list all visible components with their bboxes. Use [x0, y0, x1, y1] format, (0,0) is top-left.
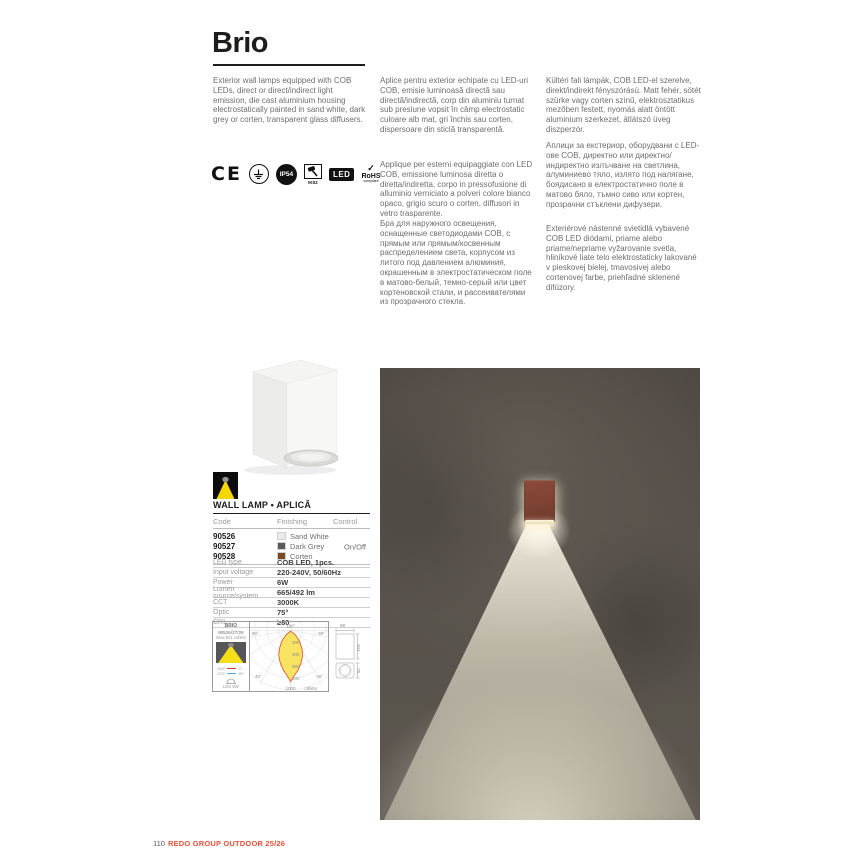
description-sk: Exteriérové nástenné svietidlá vybavené COB LED diódami, priame alebo priame/nepriame vyžarovanie svetla, hliníkové liate telo elektrostaticky lakované v pieskovej bielej, tmavosivej alebo cortenovej farbe, priehľadné sklenené difúzory.: [546, 224, 697, 292]
spec-row: [213, 598, 370, 608]
legend-line-c90: [227, 673, 236, 674]
ce-mark-icon: CE: [211, 163, 242, 185]
spec-row: [213, 585, 370, 600]
photometry-legend: [217, 666, 244, 676]
svg-text:78: 78: [356, 668, 361, 674]
spec-value: 6W: [277, 578, 289, 587]
footer-brand: REDO GROUP OUTDOOR 25/26: [167, 839, 286, 848]
svg-text:400: 400: [291, 652, 300, 658]
description-hu: Kültéri fali lámpák, COB LED-el szerelve, direkt/indirekt fényszórású. Matt fehér, sötét szürke vagy corten színű, elektrosztatikus mezőben festett, nyomás alatt öntött aluminium szerkezet, átlátszó üveg diszperzór.: [546, 76, 701, 134]
product-code: 90528: [213, 551, 236, 561]
svg-text:69: 69: [340, 623, 346, 628]
photometry-codes: 90526/27/28: [218, 629, 244, 635]
page-title: Brio: [212, 27, 268, 59]
page-number: 110: [153, 839, 165, 848]
legend-row: 180° 0°: [217, 666, 243, 671]
spec-value: ≥80: [277, 618, 290, 627]
photometry-imax: Imax 821 cd/klm: [215, 635, 247, 640]
svg-text:1000: 1000: [285, 686, 296, 692]
photometric-diagram: [212, 621, 329, 692]
description-ro: Aplice pentru exterior echipate cu LED-uri COB, emisie luminoasă directă sau directă/indirectă, corp din aluminiu turnat sub presiune vopsit în câmp electrostatic culoare alb mat, gri închis sau corten, dispersoare din sticlă transparentă.: [380, 76, 529, 134]
photometry-model: BRIO: [224, 623, 238, 629]
svg-text:600: 600: [291, 663, 300, 669]
spec-label: Optic: [213, 609, 230, 616]
legend-line-c0: [227, 668, 236, 669]
spec-value: COB LED, 1pcs.: [277, 558, 335, 567]
spec-label: Power: [213, 579, 233, 586]
svg-text:90°: 90°: [251, 631, 259, 637]
ip54-icon: IP54: [276, 164, 297, 185]
svg-text:200: 200: [291, 640, 300, 646]
spec-value: 665/492 lm: [277, 588, 315, 597]
photometry-info-panel: [213, 622, 250, 691]
ambience-photo-corten-lamp: [380, 368, 700, 820]
white-lamp-drawing: [205, 346, 373, 478]
title-underline: [213, 64, 365, 66]
description-it: Applique per esterni equipaggiate con LED COB, emissione luminosa diretta o diretta/indiretta, corpo in pressofusione di alluminio verniciato a polveri colore bianco opaco, grigio scuro o corten, diffusori in vetro trasparente.: [380, 160, 533, 218]
table-header-row: [213, 514, 370, 529]
svg-text:800: 800: [291, 675, 300, 681]
class1-earth-icon: [249, 164, 269, 184]
rohs-icon: ✓ RoHS compliant: [361, 163, 381, 184]
svg-text:45°: 45°: [254, 673, 262, 679]
control-value: On/Off: [344, 542, 366, 551]
description-ru: Бра для наружного освещения, оснащенные светодиодами COB, с прямым или прямым/косвенным распределением света, корпусом из литого под давлением алюминия, окрашенным в электростатическом поле в матово-белый, темно-серый или цвет кортеновской стали, и рассеивателями из прозрачного стекла.: [380, 219, 532, 307]
product-heading: WALL LAMP • APLICĂ: [213, 500, 370, 514]
product-photo-white-lamp: [205, 346, 373, 478]
finishing-name: Dark Grey: [290, 541, 325, 551]
column-finishing: Finishing: [277, 516, 308, 526]
lamp-type: LED 6W: [223, 678, 239, 689]
product-table: [213, 500, 370, 565]
spec-label: CRI: [213, 619, 226, 626]
corten-wall-lamp: [524, 480, 555, 522]
spec-value: 220-240V, 50/60Hz: [277, 568, 341, 577]
spec-value: 75°: [277, 608, 289, 617]
polar-curve-chart: [250, 622, 328, 692]
spec-label: CCT: [213, 599, 228, 606]
svg-text:cd/klm: cd/klm: [304, 686, 317, 692]
page-footer: [153, 839, 285, 848]
legend-row: 270° 90°: [217, 671, 245, 676]
swatch-dark-grey: [277, 542, 286, 550]
spec-label: Input voltage: [213, 569, 254, 576]
svg-text:90°: 90°: [318, 631, 325, 637]
spec-label: Lumen source/system: [213, 585, 259, 600]
table-row: [213, 531, 370, 541]
spec-label: LED type: [213, 559, 242, 566]
description-bg: Аплици за екстериор, оборудвани с LED-ове COB, директно или директно/индиректно излъчване на светлина, алуминиево тяло, излято под налягане, боядисано в електростатично поле в матово бяло, тъмно сиво или кортен, прозрачни стъклени дифузери.: [546, 141, 700, 209]
svg-text:45°: 45°: [316, 673, 323, 679]
spec-row: [213, 558, 370, 568]
spec-value: 3000K: [277, 598, 300, 607]
svg-text:180°: 180°: [285, 623, 295, 629]
finishing-name: Corten: [290, 551, 313, 561]
spec-table: [213, 558, 370, 628]
product-code: 90527: [213, 541, 236, 551]
spec-row: [213, 608, 370, 618]
column-code: Code: [213, 516, 231, 526]
light-beam-core: [380, 368, 700, 820]
finishing-name: Sand White: [290, 531, 329, 541]
column-control: Control: [333, 516, 358, 526]
product-code: 90526: [213, 531, 236, 541]
dimension-drawing: [333, 622, 375, 685]
svg-text:101: 101: [356, 644, 361, 652]
spec-row: [213, 568, 370, 578]
led-icon: LED: [329, 168, 355, 181]
description-en: Exterior wall lamps equipped with COB LEDs, direct or direct/indirect light emission, die cast aluminium housing electrostatically painted in sand white, dark grey or corten, transparent glass diffusers.: [213, 76, 366, 125]
light-direction-icon: [213, 472, 238, 499]
beam-graphic: [216, 642, 246, 663]
swatch-sand-white: [277, 532, 286, 540]
certification-icons: [211, 160, 381, 188]
ik02-icon: IK02: [304, 164, 322, 185]
